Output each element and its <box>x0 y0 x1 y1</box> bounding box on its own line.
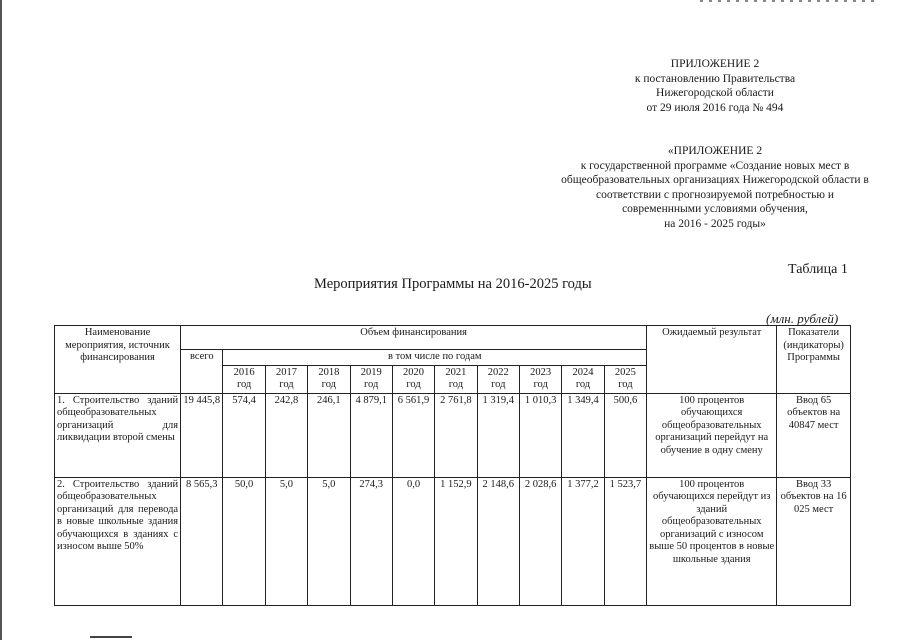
row-year-value: 5,0 <box>308 477 350 605</box>
annex-program-block <box>545 144 885 231</box>
row-year-value: 246,1 <box>308 393 350 477</box>
annex-decree-line: Нижегородской области <box>656 87 774 99</box>
row-year-value: 1 152,9 <box>435 477 477 605</box>
row-year-value: 5,0 <box>265 477 307 605</box>
annex-decree-line: от 29 июля 2016 года № 494 <box>646 101 784 114</box>
header-year: 2023 год <box>519 365 561 393</box>
row-measure-name: 2. Строительство зданий общеобразовательных организаций для перевода в новые школьные здания обучающихся в зданиях с износом выше 50% <box>55 477 181 605</box>
row-expected-result: 100 процентов обучающихся общеобразовательных организаций перейдут на обучение в одну смену <box>647 393 777 477</box>
row-year-value: 1 523,7 <box>604 477 646 605</box>
header-year: 2017 год <box>265 365 307 393</box>
row-total: 19 445,8 <box>181 393 223 477</box>
header-year: 2018 год <box>308 365 350 393</box>
annex-program-line: на 2016 - 2025 годы» <box>664 217 766 230</box>
annex-program-line: соответствии с прогнозируемой потребностью и <box>596 188 834 201</box>
header-by-years: в том числе по годам <box>223 350 647 366</box>
annex-decree-line: ПРИЛОЖЕНИЕ 2 <box>670 58 760 70</box>
row-year-value: 574,4 <box>223 393 265 477</box>
document-title: Мероприятия Программы на 2016-2025 годы <box>314 276 592 292</box>
row-year-value: 4 879,1 <box>350 393 392 477</box>
row-year-value: 1 010,3 <box>519 393 561 477</box>
row-year-value: 2 028,6 <box>519 477 561 605</box>
header-year: 2025 год <box>604 365 646 393</box>
row-indicator: Ввод 33 объектов на 16 025 мест <box>777 477 851 605</box>
header-name: Наименование мероприятия, источник финансирования <box>55 326 181 394</box>
scan-edge-bottom <box>90 636 132 638</box>
annex-program-line: общеобразовательных организациях Нижегородской области в <box>561 174 869 186</box>
annex-decree-line: к постановлению Правительства <box>634 72 796 85</box>
measures-table <box>54 325 851 606</box>
row-year-value: 1 377,2 <box>562 477 604 605</box>
row-indicator: Ввод 65 объектов на 40847 мест <box>777 393 851 477</box>
row-year-value: 2 761,8 <box>435 393 477 477</box>
header-funding: Объем финансирования <box>181 326 647 350</box>
scan-artifact-top <box>700 0 880 2</box>
header-indicators: Показатели (индикаторы) Программы <box>777 326 851 394</box>
row-year-value: 6 561,9 <box>392 393 434 477</box>
row-year-value: 1 349,4 <box>562 393 604 477</box>
annex-decree-block <box>585 57 845 115</box>
row-year-value: 242,8 <box>265 393 307 477</box>
row-year-value: 274,3 <box>350 477 392 605</box>
header-year: 2016 год <box>223 365 265 393</box>
units-label: (млн. рублей) <box>766 311 839 326</box>
table-label: Таблица 1 <box>788 262 848 277</box>
header-result: Ожидаемый результат <box>647 326 777 394</box>
header-year: 2019 год <box>350 365 392 393</box>
annex-program-line: «ПРИЛОЖЕНИЕ 2 <box>667 145 763 157</box>
table-row <box>55 393 851 477</box>
header-year: 2022 год <box>477 365 519 393</box>
annex-program-line: к государственной программе «Создание новых мест в <box>580 159 850 172</box>
row-year-value: 50,0 <box>223 477 265 605</box>
annex-program-line: современнными условиями обучения, <box>622 203 808 215</box>
header-year: 2024 год <box>562 365 604 393</box>
scan-edge-left <box>0 0 2 640</box>
table-row <box>55 477 851 605</box>
header-year: 2021 год <box>435 365 477 393</box>
header-total: всего <box>181 350 223 394</box>
row-total: 8 565,3 <box>181 477 223 605</box>
row-year-value: 1 319,4 <box>477 393 519 477</box>
header-year: 2020 год <box>392 365 434 393</box>
row-measure-name: 1. Строительство зданий общеобразовательных организаций для ликвидации второй смены <box>55 393 181 477</box>
row-year-value: 500,6 <box>604 393 646 477</box>
row-year-value: 0,0 <box>392 477 434 605</box>
row-expected-result: 100 процентов обучающихся перейдут из зданий общеобразовательных организаций с износом выше 50 процентов в новые школьные здания <box>647 477 777 605</box>
row-year-value: 2 148,6 <box>477 477 519 605</box>
